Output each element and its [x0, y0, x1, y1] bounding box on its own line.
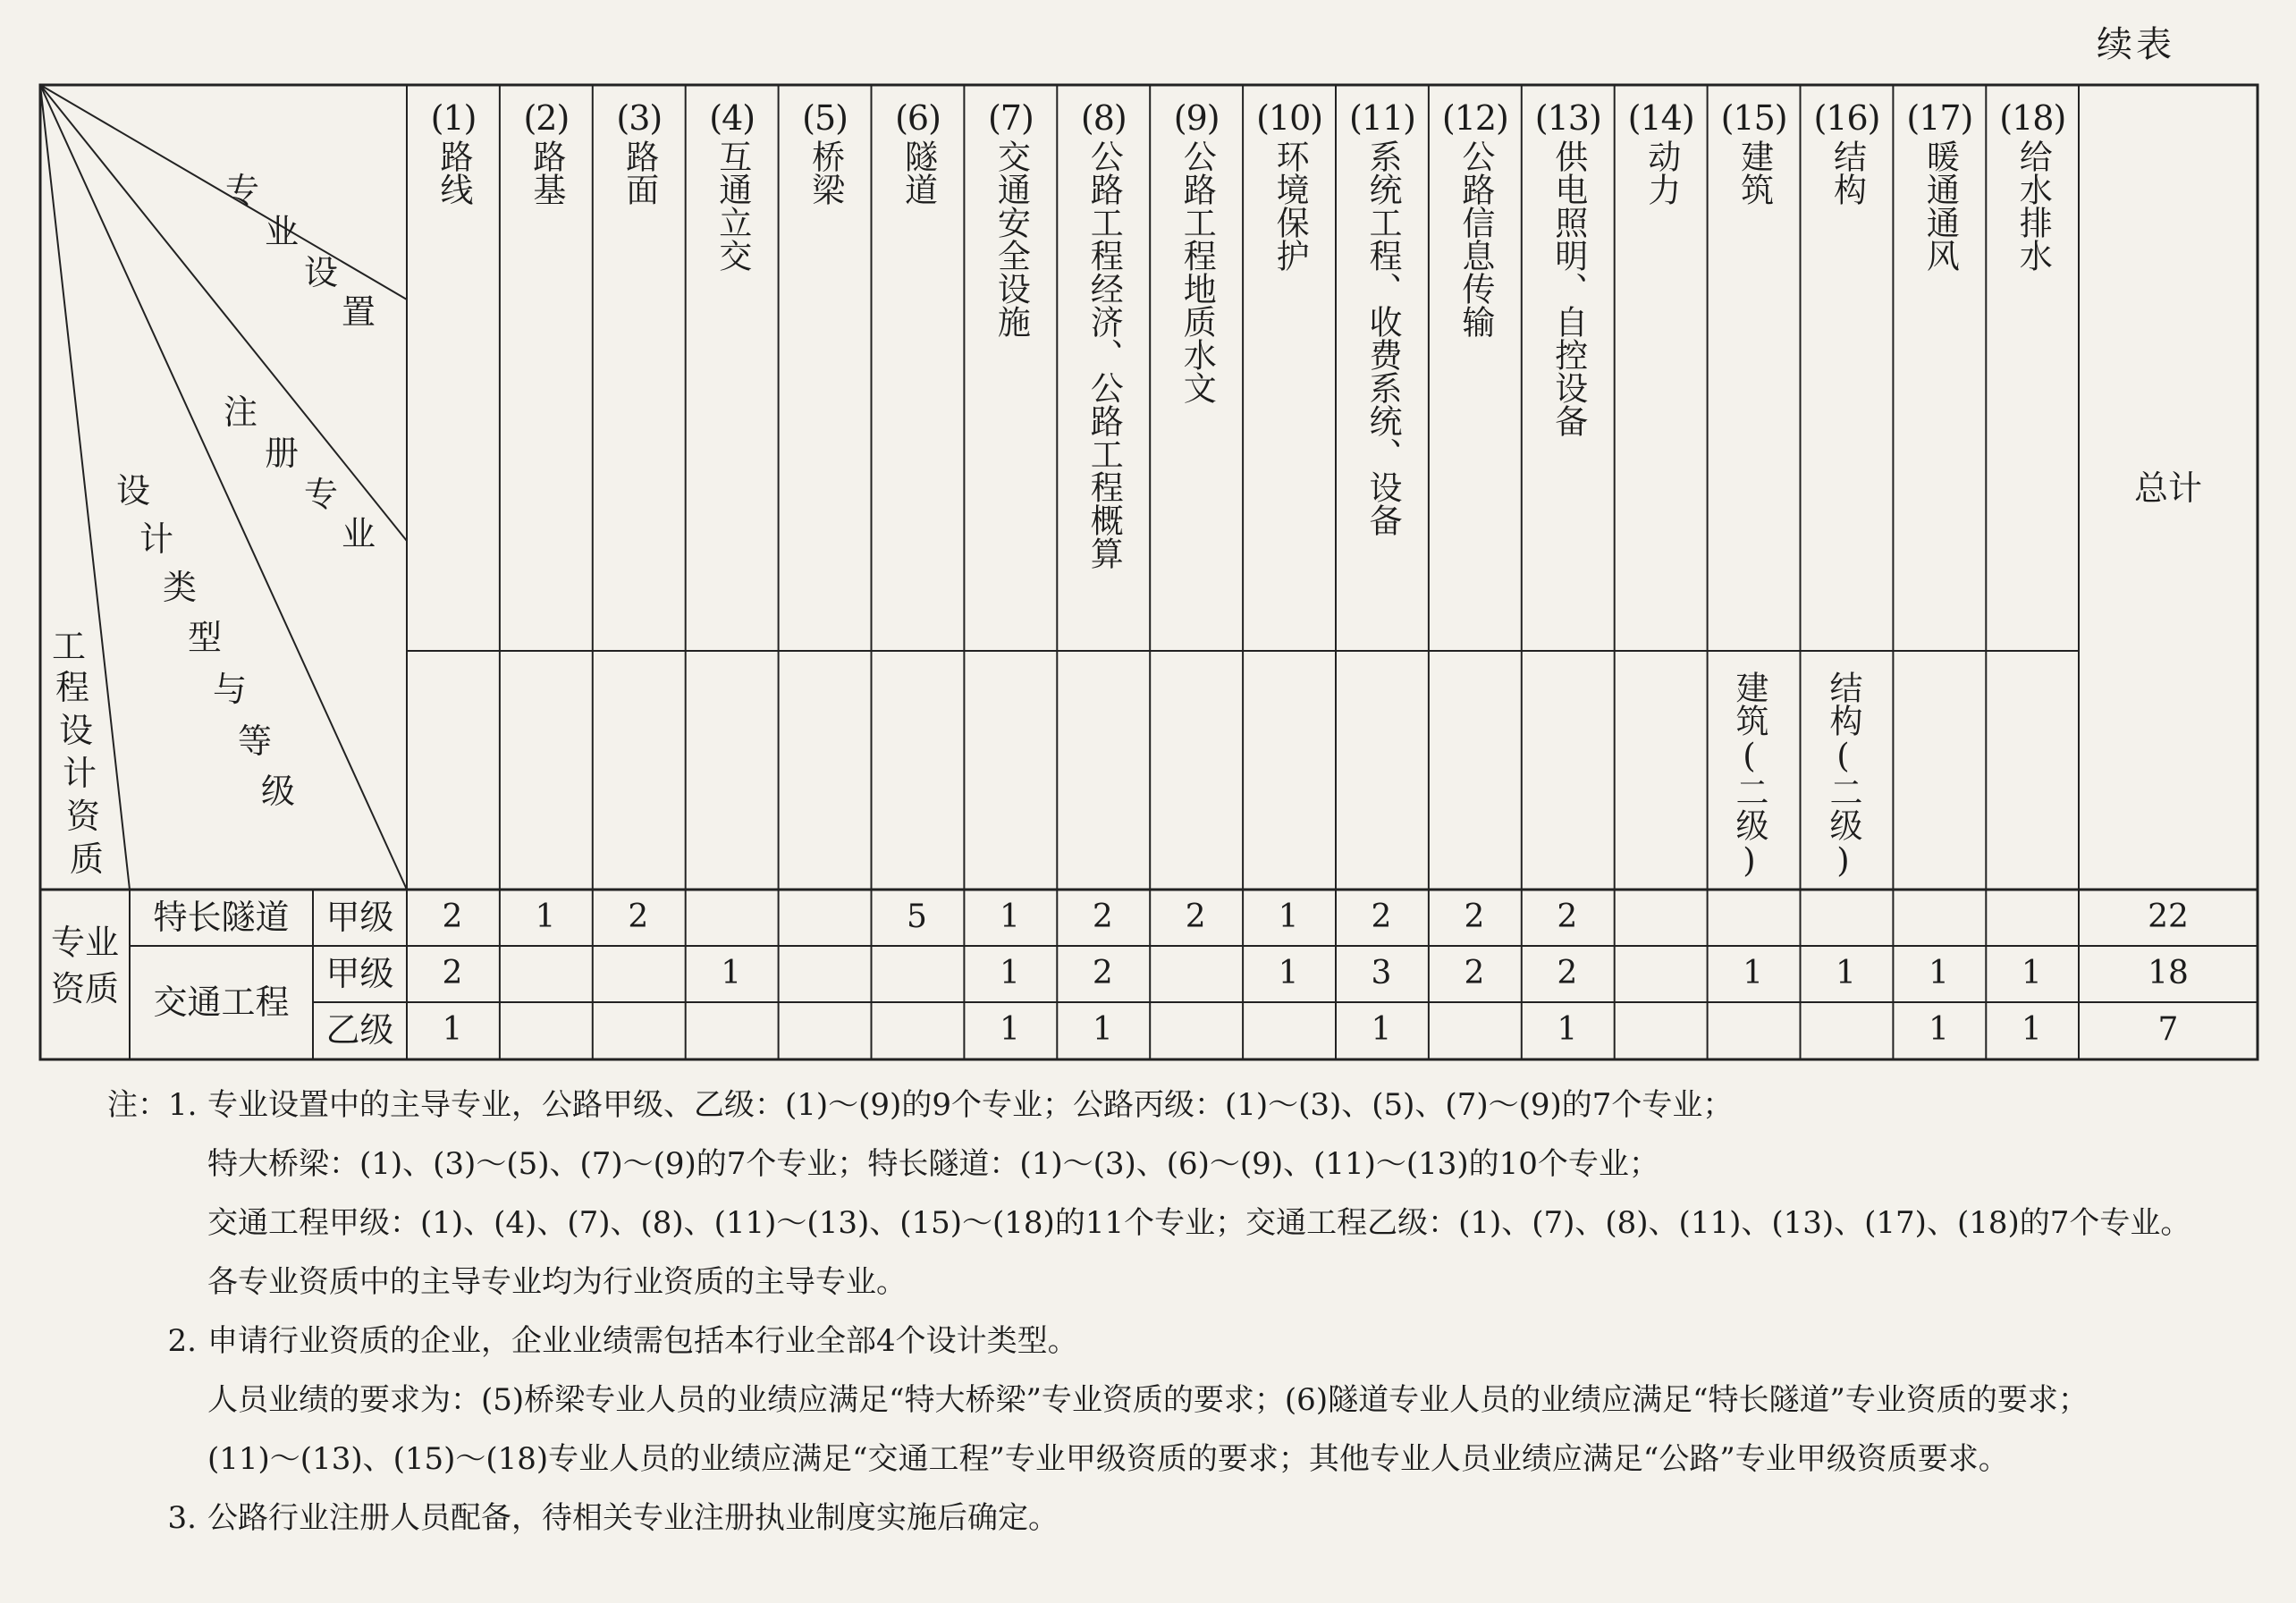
- note-lead: 2.: [167, 1323, 197, 1359]
- table-cell: 2: [442, 899, 463, 935]
- group-label: [45, 919, 125, 1012]
- column-header: [1802, 100, 1893, 206]
- row-total: 7: [2157, 1011, 2179, 1048]
- table-cell: 1: [1278, 955, 1299, 991]
- continued-label: 续表: [2097, 24, 2175, 65]
- column-header: [408, 100, 499, 206]
- note-line: [107, 1076, 2271, 1135]
- column-header: [780, 100, 871, 206]
- diag-char: 级: [261, 772, 296, 811]
- column-name: 公路工程地质水文: [1178, 139, 1217, 404]
- table-cell: 2: [1185, 899, 1206, 935]
- column-name: 建筑: [1735, 139, 1774, 206]
- diag-char: 册: [265, 434, 300, 473]
- column-number: (1): [430, 98, 477, 138]
- row-total: 22: [2148, 899, 2189, 935]
- column-name: 给水排水: [2013, 139, 2053, 272]
- column-header: [687, 100, 778, 272]
- table-cell: 1: [999, 899, 1020, 935]
- column-header: [1337, 100, 1428, 536]
- diag-char: 质: [70, 839, 105, 879]
- column-header: [1151, 100, 1242, 404]
- row-total: 18: [2148, 955, 2189, 991]
- table-cell: 1: [535, 899, 556, 935]
- column-name: 动力: [1642, 139, 1681, 206]
- column-number: (3): [616, 98, 663, 138]
- table-cell: 1: [999, 955, 1020, 991]
- diag-char: 业: [265, 212, 300, 251]
- table-cell: 1: [1092, 1011, 1113, 1048]
- row-category-0: 特长隧道: [153, 898, 290, 937]
- column-number: (15): [1720, 98, 1787, 138]
- row-grade-2: 乙级: [325, 1010, 394, 1050]
- diag-char: 置: [342, 292, 376, 332]
- notes: [107, 1076, 2271, 1548]
- registered-col16: 结构(二级): [1824, 671, 1862, 880]
- note-lead: 3.: [167, 1500, 197, 1536]
- diag-char: 与: [213, 670, 248, 709]
- note-text: 交通工程甲级：(1)、(4)、(7)、(8)、(11)～(13)、(15)～(18)的11个专业；交通工程乙级：(1)、(7)、(8)、(11)、(13)、(17)、(18)的7个专业。: [207, 1205, 2191, 1241]
- table-cell: 2: [1092, 899, 1113, 935]
- column-number: (14): [1627, 98, 1694, 138]
- note-line: [107, 1194, 2271, 1253]
- table-cell: 2: [1557, 955, 1578, 991]
- diag-char: 设: [304, 253, 339, 292]
- table-cell: 2: [442, 955, 463, 991]
- table-cell: 2: [1371, 899, 1392, 935]
- column-name: 环境保护: [1270, 139, 1310, 272]
- diag-char: 程: [55, 668, 90, 707]
- column-number: (11): [1348, 98, 1415, 138]
- column-number: (9): [1173, 98, 1220, 138]
- column-number: (4): [709, 98, 755, 138]
- note-text: 公路行业注册人员配备，待相关专业注册执业制度实施后确定。: [207, 1500, 1059, 1536]
- diag-char: 专: [304, 475, 339, 514]
- column-header: [501, 100, 592, 206]
- table-cell: 1: [999, 1011, 1020, 1048]
- table-cell: 2: [1557, 899, 1578, 935]
- row-category-1: 交通工程: [153, 983, 290, 1022]
- diag-char: 类: [163, 568, 198, 607]
- column-name: 结构: [1828, 139, 1867, 206]
- column-header: [594, 100, 685, 206]
- note-line: [107, 1253, 2271, 1312]
- diag-char: 业: [342, 514, 376, 553]
- note-text: 申请行业资质的企业，企业业绩需包括本行业全部4个设计类型。: [207, 1323, 1078, 1359]
- column-number: (12): [1441, 98, 1508, 138]
- table-cell: 1: [721, 955, 742, 991]
- note-text: (11)～(13)、(15)～(18)专业人员的业绩应满足“交通工程”专业甲级资质的要求；其他专业人员业绩应满足“公路”专业甲级资质要求。: [207, 1441, 2009, 1477]
- column-name: 路面: [620, 139, 659, 206]
- column-number: (8): [1080, 98, 1127, 138]
- note-line: [107, 1430, 2271, 1489]
- column-header: [1058, 100, 1149, 569]
- table-cell: 2: [1464, 955, 1485, 991]
- column-number: (18): [1999, 98, 2066, 138]
- column-name: 互通立交: [713, 139, 752, 272]
- column-number: (7): [987, 98, 1034, 138]
- diag-char: 计: [63, 754, 97, 793]
- note-text: 各专业资质中的主导专业均为行业资质的主导专业。: [207, 1264, 907, 1300]
- column-name: 路线: [435, 139, 473, 206]
- column-name: 供电照明、自控设备: [1549, 139, 1588, 437]
- table-cell: 1: [1278, 899, 1299, 935]
- column-header: [1430, 100, 1521, 338]
- table-cell: 1: [1836, 955, 1856, 991]
- diag-char: 工: [52, 627, 87, 666]
- table-cell: 1: [1928, 1011, 1949, 1048]
- column-header: [1709, 100, 1800, 206]
- column-header: [873, 100, 964, 206]
- table-cell: 2: [1464, 899, 1485, 935]
- table-cell: 3: [1371, 955, 1392, 991]
- diag-char: 设: [116, 471, 151, 510]
- note-line: [107, 1312, 2271, 1371]
- table-cell: 1: [442, 1011, 463, 1048]
- diag-char: 计: [139, 519, 174, 559]
- column-name: 交通安全设施: [992, 139, 1031, 338]
- column-number: (5): [802, 98, 848, 138]
- table-cell: 1: [1928, 955, 1949, 991]
- column-header: [965, 100, 1056, 338]
- column-name: 暖通通风: [1920, 139, 1960, 272]
- diag-char: 等: [238, 721, 273, 761]
- row-grade-0: 甲级: [325, 898, 394, 937]
- row-grade-1: 甲级: [325, 954, 394, 993]
- table-cell: 1: [2021, 1011, 2042, 1048]
- column-header: [1523, 100, 1614, 437]
- diag-char: 专: [225, 171, 260, 210]
- column-header: [1894, 100, 1985, 272]
- table-cell: 1: [1371, 1011, 1392, 1048]
- note-text: 专业设置中的主导专业，公路甲级、乙级：(1)～(9)的9个专业；公路丙级：(1)～(3)、(5)、(7)～(9)的7个专业；: [207, 1087, 1734, 1123]
- table-cell: 2: [628, 899, 649, 935]
- column-name: 公路信息传输: [1456, 139, 1495, 338]
- note-lead: 注：1.: [107, 1087, 198, 1123]
- table-cell: 1: [2021, 955, 2042, 991]
- column-number: (2): [523, 98, 570, 138]
- table-cell: 5: [907, 899, 927, 935]
- table-cell: 1: [1743, 955, 1764, 991]
- diag-char: 资: [66, 797, 101, 836]
- column-name: 系统工程、收费系统、设备: [1363, 139, 1402, 536]
- group-label-text: 专业资质: [51, 923, 120, 1008]
- column-name: 隧道: [899, 139, 938, 206]
- column-number: (17): [1906, 98, 1973, 138]
- total-header: 总计: [2133, 468, 2202, 508]
- column-header: [1987, 100, 2078, 272]
- column-number: (13): [1534, 98, 1601, 138]
- column-name: 公路工程经济、公路工程概算: [1085, 139, 1124, 569]
- diag-char: 注: [224, 392, 258, 432]
- diag-char: 设: [59, 711, 94, 750]
- column-name: 桥梁: [806, 139, 845, 206]
- column-number: (16): [1813, 98, 1880, 138]
- column-header: [1616, 100, 1707, 206]
- table-cell: 2: [1092, 955, 1113, 991]
- note-line: [107, 1489, 2271, 1548]
- note-line: [107, 1371, 2271, 1430]
- table-cell: 1: [1557, 1011, 1578, 1048]
- note-text: 人员业绩的要求为：(5)桥梁专业人员的业绩应满足“特大桥梁”专业资质的要求；(6)隧道专业人员的业绩应满足“特长隧道”专业资质的要求；: [207, 1382, 2089, 1418]
- note-line: [107, 1135, 2271, 1194]
- diag-char: 型: [188, 618, 223, 657]
- column-number: (10): [1256, 98, 1323, 138]
- note-text: 特大桥梁：(1)、(3)～(5)、(7)～(9)的7个专业；特长隧道：(1)～(3)、(6)～(9)、(11)～(13)的10个专业；: [207, 1146, 1659, 1182]
- column-number: (6): [895, 98, 941, 138]
- column-header: [1244, 100, 1335, 272]
- registered-col15: 建筑(二级): [1730, 671, 1768, 880]
- column-name: 路基: [527, 139, 566, 206]
